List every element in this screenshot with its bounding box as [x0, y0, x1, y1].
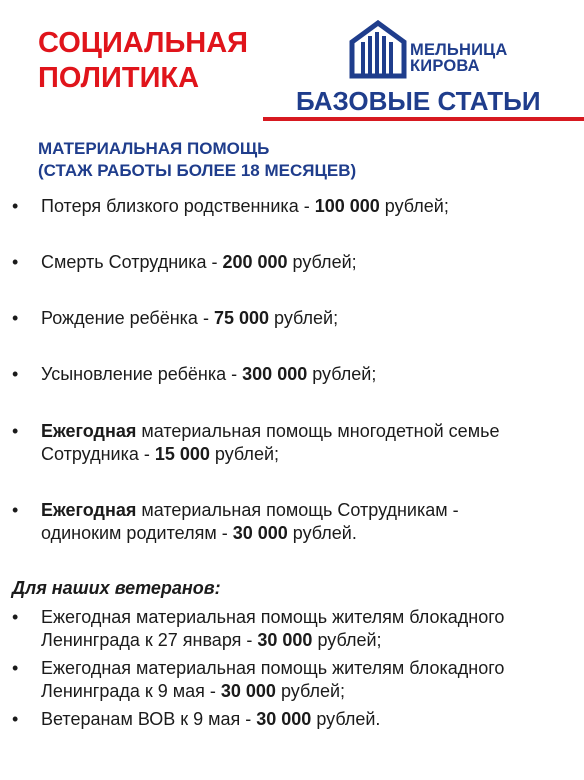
section-heading-line1: МАТЕРИАЛЬНАЯ ПОМОЩЬ [38, 139, 270, 158]
section-heading-line2: (СТАЖ РАБОТЫ БОЛЕЕ 18 МЕСЯЦЕВ) [38, 161, 357, 180]
page-title-line2: ПОЛИТИКА [38, 62, 200, 94]
item-suffix: рублей; [379, 196, 449, 216]
bullet: • [12, 364, 19, 384]
item-text: Сотрудника - [41, 444, 155, 464]
item-suffix: рублей; [312, 630, 382, 650]
page-title-line1: СОЦИАЛЬНАЯ [38, 27, 249, 59]
item-suffix: рублей; [307, 364, 377, 384]
veterans-heading: Для наших ветеранов: [12, 578, 221, 598]
bullet: • [12, 500, 19, 520]
bullet: • [12, 709, 19, 729]
item-text: Ежегодная материальная помощь жителям блокадного [41, 658, 505, 678]
item-text: Потеря близкого родственника - [41, 196, 315, 216]
item-text: Ежегодная материальная помощь жителям блокадного [41, 607, 505, 627]
section-title: БАЗОВЫЕ СТАТЬИ [296, 86, 541, 116]
item-suffix: рублей. [287, 523, 357, 543]
item-amount: 300 000 [242, 364, 308, 384]
page-title [38, 26, 278, 96]
item-text: Усыновление ребёнка - [41, 364, 243, 384]
item-text: Смерть Сотрудника - [41, 252, 223, 272]
item-amount: 100 000 [314, 196, 380, 216]
item-suffix: рублей; [209, 444, 280, 464]
item-amount: 200 000 [222, 252, 288, 272]
bullet: • [12, 658, 19, 678]
logo-wordmark [410, 42, 508, 74]
item-amount: 15 000 [154, 444, 210, 464]
bullet: • [12, 308, 19, 328]
logo-line2: КИРОВА [410, 57, 480, 75]
section-heading [38, 138, 356, 182]
item-lead: Ежегодная [41, 500, 137, 520]
item-suffix: рублей; [287, 252, 357, 272]
item-text: Ветеранам ВОВ к 9 мая - [41, 709, 257, 729]
item-amount: 30 000 [256, 709, 312, 729]
bullet: • [12, 252, 19, 272]
item-text: материальная помощь многодетной семье [136, 421, 500, 441]
item-amount: 30 000 [220, 681, 276, 701]
item-amount: 30 000 [257, 630, 313, 650]
bullet: • [12, 607, 19, 627]
item-lead: Ежегодная [41, 421, 137, 441]
item-text: Ленинграда к 9 мая - [41, 681, 221, 701]
item-text: Ленинграда к 27 января - [41, 630, 258, 650]
item-suffix: рублей; [275, 681, 346, 701]
item-text: материальная помощь Сотрудникам - [136, 500, 459, 520]
item-suffix: рублей. [311, 709, 381, 729]
item-suffix: рублей; [269, 308, 339, 328]
item-text: Рождение ребёнка - [41, 308, 214, 328]
bullet: • [12, 421, 19, 441]
logo-line1: МЕЛЬНИЦА [410, 41, 508, 59]
bullet: • [12, 196, 19, 216]
item-amount: 30 000 [232, 523, 288, 543]
item-text: одиноким родителям - [41, 523, 233, 543]
header-divider [263, 117, 584, 121]
item-amount: 75 000 [213, 308, 270, 328]
